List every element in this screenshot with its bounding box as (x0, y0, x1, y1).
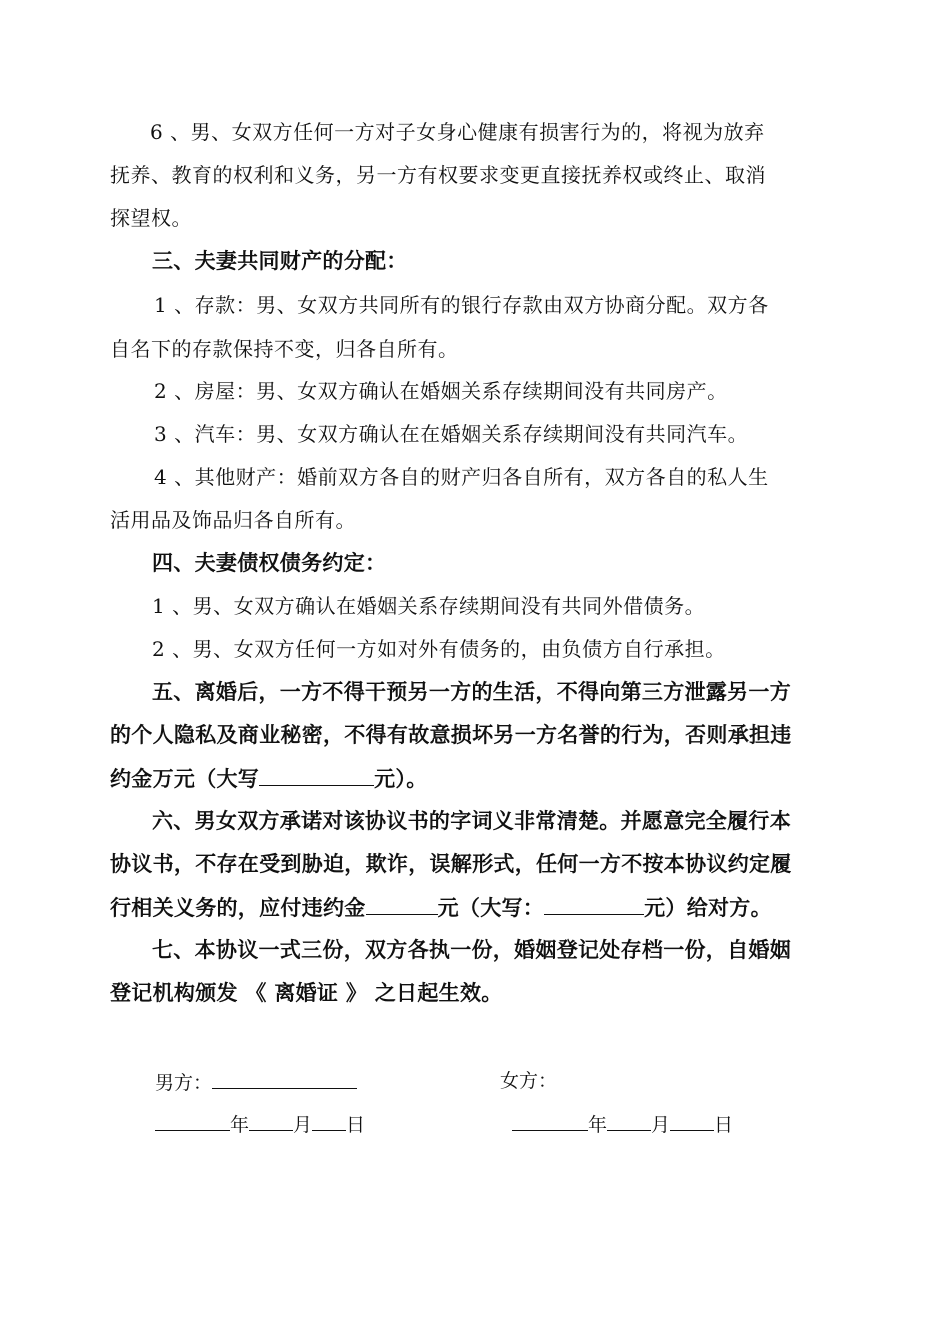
female-day-label: 日 (714, 1114, 734, 1136)
male-signature-blank[interactable] (212, 1068, 357, 1089)
clause-6-line-1: 6 、男、女双方任何一方对子女身心健康有损害行为的，将视为放弃 (150, 120, 765, 144)
amount-blank[interactable] (259, 765, 374, 786)
property-1-line-2: 自名下的存款保持不变，归各自所有。 (110, 337, 459, 361)
section-4-heading: 四、夫妻债权债务约定： (152, 550, 387, 575)
property-4-line-2: 活用品及饰品归各自所有。 (110, 508, 356, 532)
section-5-line-2: 的个人隐私及商业秘密，不得有故意损坏另一方名誉的行为，否则承担违 (110, 722, 792, 747)
section-5-line-1: 五、离婚后，一方不得干预另一方的生活，不得向第三方泄露另一方 (152, 679, 791, 704)
male-day-label: 日 (346, 1114, 366, 1136)
female-month-blank[interactable] (607, 1110, 651, 1131)
male-day-blank[interactable] (312, 1110, 346, 1131)
section-6-line-1: 六、男女双方承诺对该协议书的字词义非常清楚。并愿意完全履行本 (152, 808, 791, 833)
male-year-label: 年 (230, 1114, 250, 1136)
female-label: 女方： (500, 1070, 558, 1092)
female-date (512, 1110, 733, 1138)
section-7-line-1: 七、本协议一式三份，双方各执一份，婚姻登记处存档一份，自婚姻 (152, 937, 791, 962)
female-month-label: 月 (651, 1114, 671, 1136)
penalty-amount-blank[interactable] (366, 894, 438, 915)
clause-6-line-2: 抚养、教育的权利和义务，另一方有权要求变更直接抚养权或终止、取消 (110, 163, 766, 187)
female-year-label: 年 (588, 1114, 608, 1136)
penalty-written-blank[interactable] (544, 894, 644, 915)
male-label: 男方： (155, 1072, 213, 1094)
section-5-line-3: 约金万元（大写 元）。 (110, 766, 428, 791)
property-3: 3 、汽车：男、女双方确认在在婚姻关系存续期间没有共同汽车。 (154, 422, 749, 446)
debt-1: 1 、男、女双方确认在婚姻关系存续期间没有共同外借债务。 (152, 594, 706, 618)
male-year-blank[interactable] (155, 1110, 230, 1131)
female-signature (500, 1068, 557, 1094)
section-6-line-2: 协议书，不存在受到胁迫，欺诈，误解形式，任何一方不按本协议约定履 (110, 851, 792, 876)
female-year-blank[interactable] (512, 1110, 588, 1131)
section-7-line-2: 登记机构颁发 《 离婚证 》 之日起生效。 (110, 980, 503, 1005)
clause-6-line-3: 探望权。 (110, 206, 192, 230)
property-1-line-1: 1 、存款：男、女双方共同所有的银行存款由双方协商分配。双方各 (154, 293, 769, 317)
male-date (155, 1110, 365, 1138)
male-month-label: 月 (293, 1114, 313, 1136)
debt-2: 2 、男、女双方任何一方如对外有债务的，由负债方自行承担。 (152, 637, 726, 661)
section-3-heading: 三、夫妻共同财产的分配： (152, 248, 408, 273)
male-month-blank[interactable] (249, 1110, 293, 1131)
property-2: 2 、房屋：男、女双方确认在婚姻关系存续期间没有共同房产。 (154, 379, 728, 403)
female-day-blank[interactable] (670, 1110, 714, 1131)
male-signature (155, 1068, 357, 1096)
property-4-line-1: 4 、其他财产：婚前双方各自的财产归各自所有，双方各自的私人生 (154, 465, 769, 489)
section-6-line-3: 行相关义务的，应付违约金 元（大写： 元）给对方。 (110, 895, 772, 920)
